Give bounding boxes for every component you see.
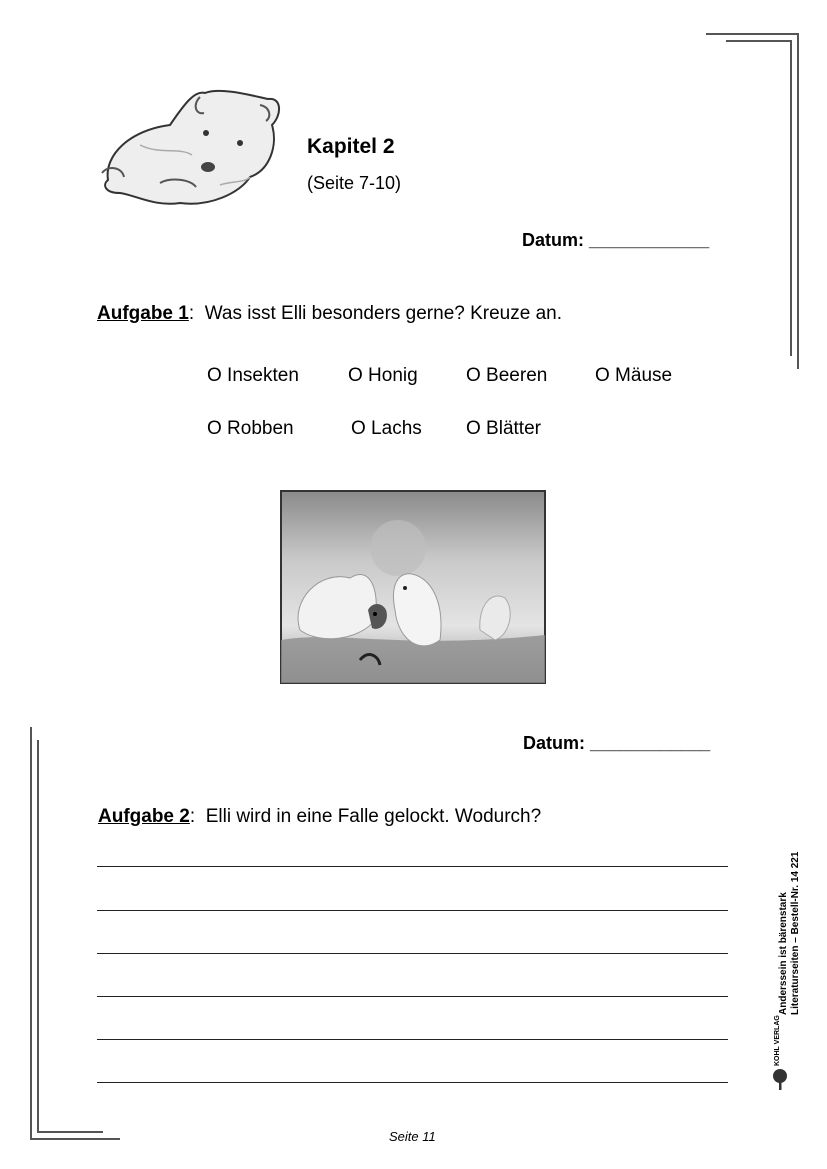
task-1-question: Was isst Elli besonders gerne? Kreuze an.: [194, 303, 563, 324]
task-2-label: Aufgabe 2: [98, 806, 190, 827]
option-honig[interactable]: O Honig: [348, 365, 418, 386]
option-lachs[interactable]: O Lachs: [351, 418, 422, 439]
publisher-name: KOHL VERLAG: [774, 1015, 781, 1066]
bear-illustration: [100, 85, 285, 213]
chapter-title: Kapitel 2: [307, 135, 395, 158]
option-blaetter[interactable]: O Blätter: [466, 418, 541, 439]
option-insekten[interactable]: O Insekten: [207, 365, 299, 386]
answer-line-1[interactable]: [97, 866, 728, 867]
order-number-vertical: Literaturseiten – Bestell-Nr. 14 221: [790, 851, 801, 1015]
datum-field-2: Datum: ____________: [523, 733, 711, 753]
task-1-colon: :: [188, 303, 195, 324]
task-2-colon: :: [189, 806, 196, 827]
frame-top-right-h1: [706, 33, 798, 35]
answer-line-3[interactable]: [97, 953, 728, 954]
chapter-pages: (Seite 7-10): [307, 173, 402, 193]
frame-bottom-left-h1: [30, 1138, 120, 1140]
answer-line-2[interactable]: [97, 910, 728, 911]
task-2: [98, 806, 541, 828]
book-title-vertical: Anderssein ist bärenstark: [778, 892, 789, 1015]
option-maeuse[interactable]: O Mäuse: [595, 365, 673, 386]
frame-top-right-v1: [797, 33, 799, 369]
page-number: Seite 11: [389, 1129, 436, 1144]
task-1: [97, 303, 562, 325]
frame-bottom-left-h2: [37, 1131, 103, 1133]
frame-top-right-v2: [790, 40, 792, 356]
answer-line-6[interactable]: [97, 1082, 728, 1083]
option-beeren[interactable]: O Beeren: [466, 365, 548, 386]
polar-bears-picture: [280, 490, 546, 684]
frame-top-right-h2: [726, 40, 791, 42]
frame-bottom-left-v2: [37, 740, 39, 1132]
publisher-logo: [770, 1015, 790, 1094]
frame-bottom-left-v1: [30, 727, 32, 1139]
answer-line-5[interactable]: [97, 1039, 728, 1040]
task-2-question: Elli wird in eine Falle gelockt. Wodurch?: [195, 806, 542, 827]
option-robben[interactable]: O Robben: [207, 418, 294, 439]
tree-logo-icon: [770, 1068, 790, 1092]
answer-line-4[interactable]: [97, 996, 728, 997]
task-1-label: Aufgabe 1: [97, 303, 189, 324]
datum-field-1: Datum: ____________: [522, 230, 710, 250]
